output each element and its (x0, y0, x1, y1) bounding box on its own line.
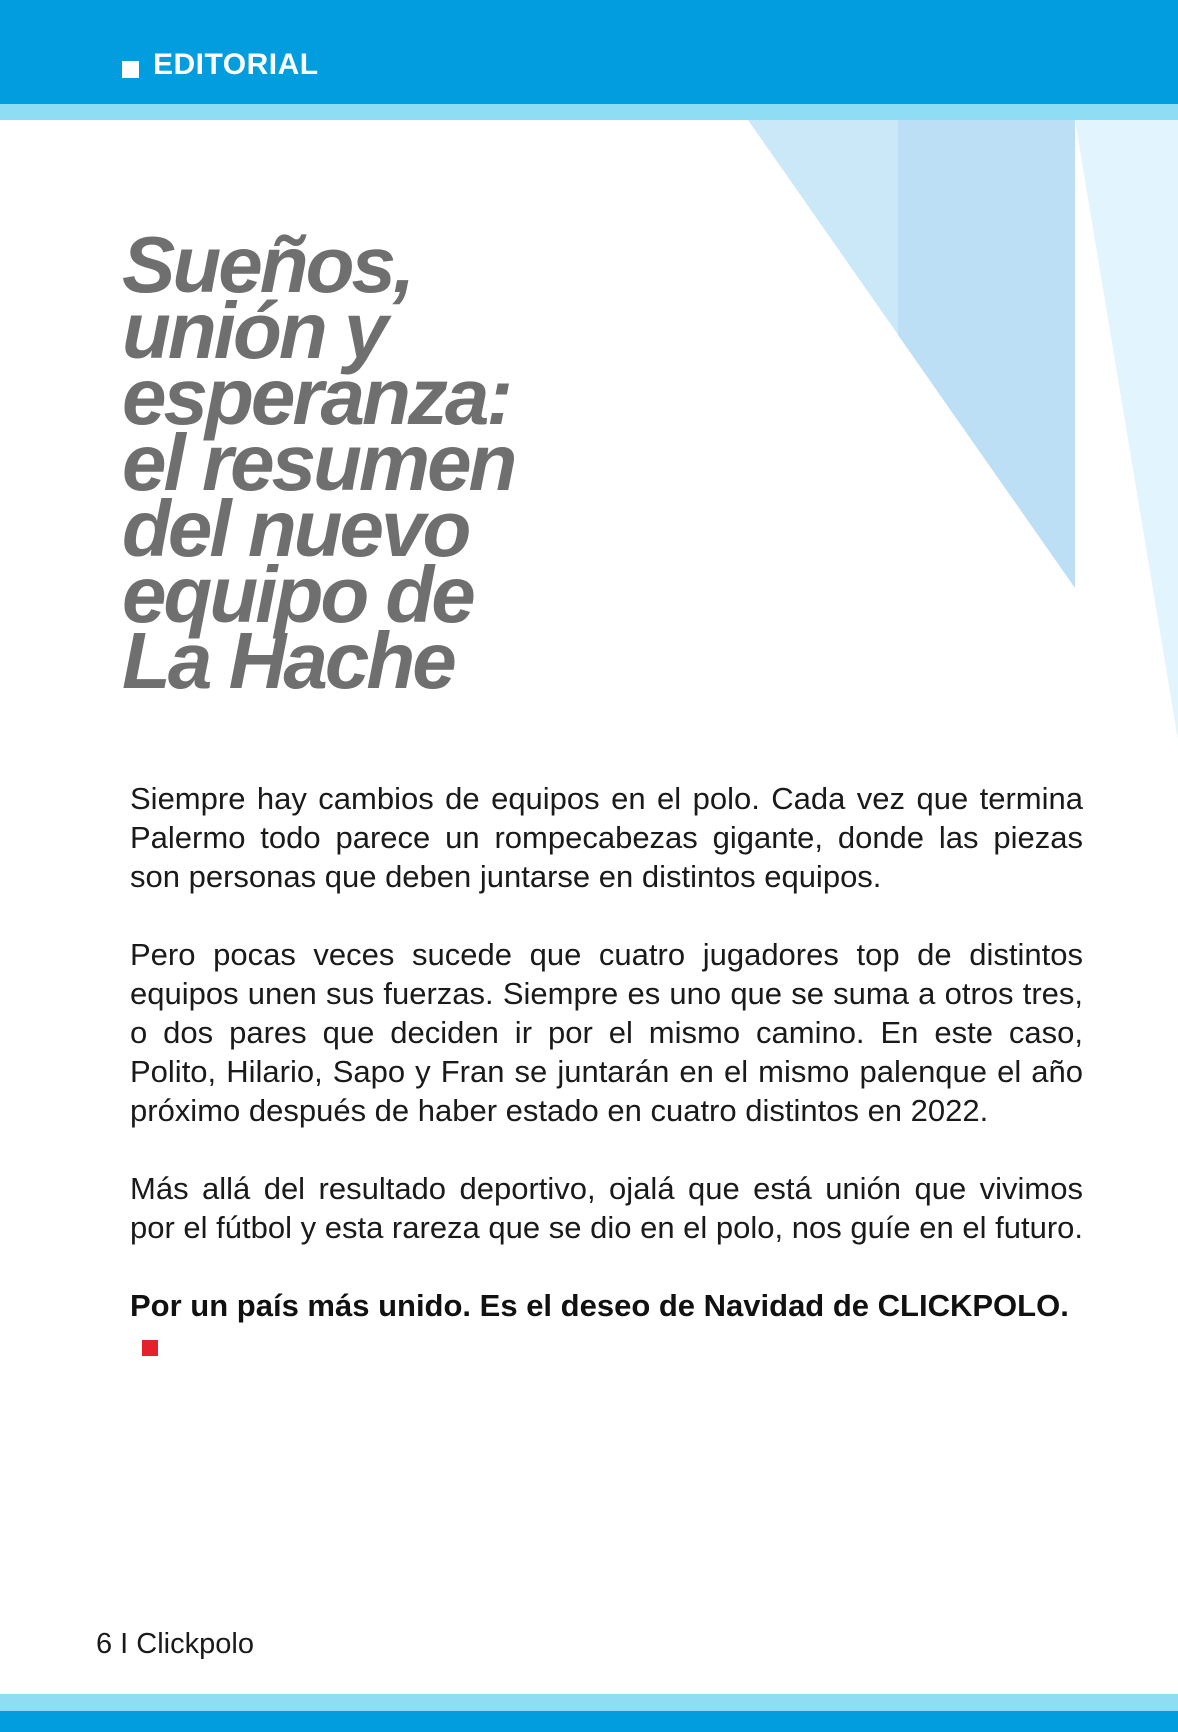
article-body (130, 779, 1083, 1403)
headline-line: unión y (122, 286, 386, 375)
headline-line: del nuevo (122, 484, 469, 573)
paragraph: Más allá del resultado deportivo, ojalá que está unión que vivimos por el fútbol y esta rareza que se dio en el polo, nos guíe en el futuro. (130, 1171, 1084, 1245)
headline-line: La Hache (122, 616, 454, 705)
headline-line: esperanza: (122, 352, 510, 441)
headline-line: Sueños, (122, 220, 413, 309)
paragraph: Pero pocas veces sucede que cuatro jugadores top de distintos equipos unen sus fuerzas. Siempre es uno que se suma a otros tres, o dos pares que deciden ir por el mismo camino. En este caso, Polito, Hilario, Sapo y Fran se juntarán en el mismo palenque el año próximo después de haber estado en cuatro distintos en 2022. (130, 937, 1083, 1128)
paragraph: Siempre hay cambios de equipos en el polo. Cada vez que termina Palermo todo parece un rompecabezas gigante, donde las piezas son personas que deben juntarse en distintos equipos. (130, 781, 1083, 894)
header-stripe (0, 104, 1178, 120)
footer-stripe (0, 1694, 1178, 1711)
closing-text: Por un país más unido. Es el deseo de Navidad de CLICKPOLO. (130, 1288, 1069, 1323)
headline (122, 220, 642, 705)
end-mark-icon (142, 1340, 158, 1356)
footer-bar (0, 1711, 1178, 1732)
section-marker-square (122, 61, 139, 78)
page-footer-label: 6 I Clickpolo (96, 1628, 254, 1660)
section-label: EDITORIAL (153, 48, 319, 81)
headline-line: el resumen (122, 418, 515, 507)
headline-line: equipo de (122, 550, 473, 639)
closing-statement (130, 1286, 1083, 1364)
